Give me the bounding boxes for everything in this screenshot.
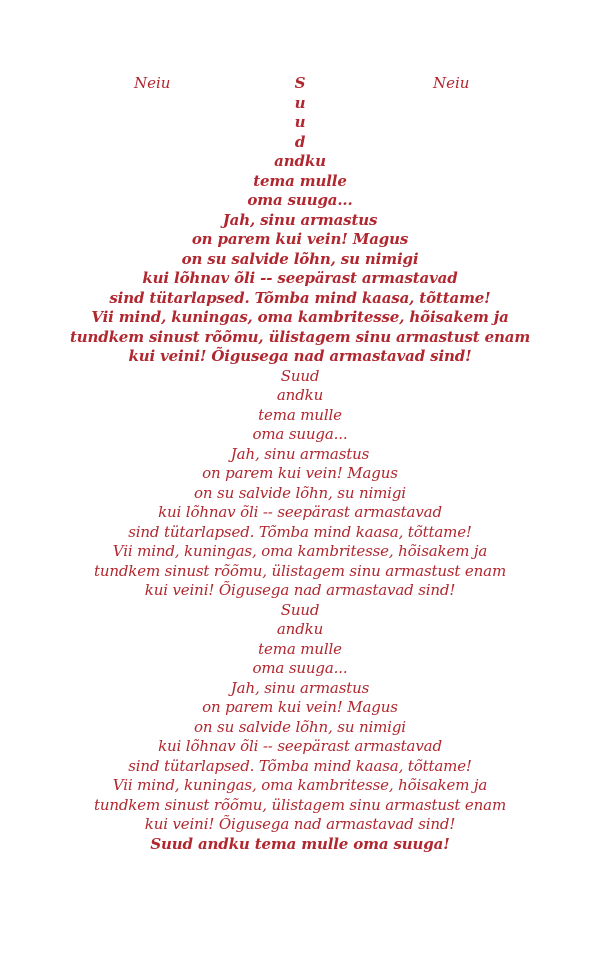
stanza-1 [0, 74, 600, 367]
poem-line: Vii mind, kuningas, oma kambritesse, hõisakem ja [112, 776, 488, 794]
poem-line: kui lõhnav õli -- seepärast armastavad [142, 269, 458, 287]
poem-line: d [294, 132, 306, 151]
poem-closing-line: Suud andku tema mulle oma suuga! [150, 834, 450, 853]
poem-line: S [294, 74, 306, 92]
shaped-poem [0, 74, 600, 854]
poem-line: Jah, sinu armastus [222, 210, 378, 229]
poem-line: kui veini! Õigusega nad armastavad sind! [144, 815, 456, 833]
poem-line: tema mulle [258, 405, 342, 424]
poem-line: Vii mind, kuningas, oma kambritesse, hõisakem ja [112, 542, 488, 560]
poem-line: kui lõhnav õli -- seepärast armastavad [158, 503, 442, 521]
poem-line: andku [276, 620, 324, 638]
poem-line: on parem kui vein! Magus [202, 464, 398, 482]
poem-line: u [294, 113, 306, 131]
poem-line: tema mulle [258, 639, 342, 658]
poem-line: on su salvide lõhn, su nimigi [181, 249, 419, 268]
poem-line: on parem kui vein! Magus [191, 230, 409, 248]
poem-line: Jah, sinu armastus [230, 678, 370, 697]
poem-line: andku [276, 386, 324, 404]
poem-line: kui veini! Õigusega nad armastavad sind! [144, 581, 456, 599]
poem-line: Suud [280, 366, 320, 385]
poem-line: tundkem sinust rõõmu, ülistagem sinu armastust enam [93, 795, 507, 814]
poem-line: tundkem sinust rõõmu, ülistagem sinu armastust enam [69, 327, 531, 346]
stanza-3 [0, 601, 600, 835]
speaker-label-right: Neiu [433, 74, 470, 92]
poem-line: sind tütarlapsed. Tõmba mind kaasa, tõttame! [128, 522, 472, 541]
poem-line: sind tütarlapsed. Tõmba mind kaasa, tõttame! [128, 756, 472, 775]
poem-line: on su salvide lõhn, su nimigi [194, 483, 406, 502]
poem-line: oma suuga... [252, 659, 348, 677]
poem-line: on parem kui vein! Magus [202, 698, 398, 716]
poem-line: kui veini! Õigusega nad armastavad sind! [128, 347, 472, 365]
poem-line: Jah, sinu armastus [230, 444, 370, 463]
poem-line: kui lõhnav õli -- seepärast armastavad [158, 737, 442, 755]
stanza-2 [0, 367, 600, 601]
poem-line: u [294, 93, 306, 112]
poem-line: tundkem sinust rõõmu, ülistagem sinu armastust enam [93, 561, 507, 580]
poem-line: oma suuga... [252, 425, 348, 443]
poem-line: sind tütarlapsed. Tõmba mind kaasa, tõttame! [109, 288, 491, 307]
poem-line: andku [274, 152, 326, 170]
poem-line: on su salvide lõhn, su nimigi [194, 717, 406, 736]
poem-line: Suud [280, 600, 320, 619]
poem-line: oma suuga... [247, 191, 353, 209]
poem-line: Vii mind, kuningas, oma kambritesse, hõisakem ja [91, 308, 509, 326]
poem-line: tema mulle [253, 171, 347, 190]
speaker-label-left: Neiu [134, 74, 171, 92]
